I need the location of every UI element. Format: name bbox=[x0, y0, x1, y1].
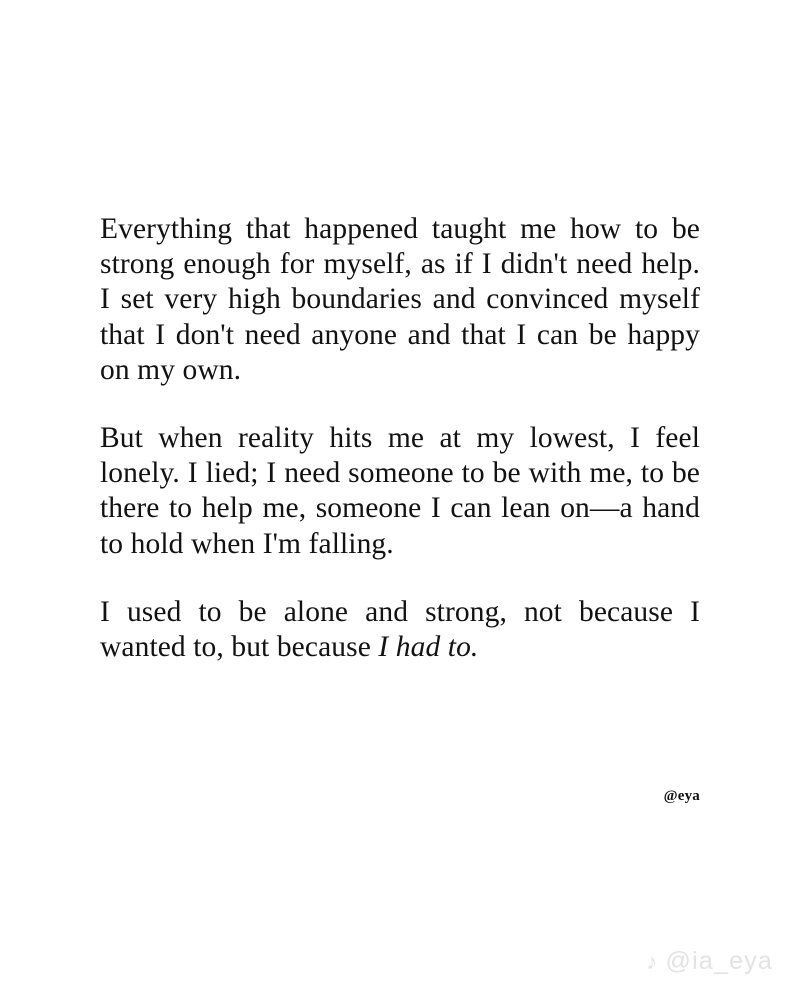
quote-paragraph-2: But when reality hits me at my lowest, I feel lonely. I lied; I need someone to be with me, to be there to help me, someone I can lean on—a hand to hold when I'm falling. bbox=[100, 422, 700, 560]
watermark-handle: @ia_eya bbox=[665, 947, 773, 975]
quote-paragraph-1: Everything that happened taught me how to be strong enough for myself, as if I didn't need help. I set very high boundaries and convinced myself that I don't need anyone and that I can be happy on my own. bbox=[100, 213, 700, 386]
quote-paragraph-3-emphasis: I had to. bbox=[378, 631, 479, 664]
author-signature: @eya bbox=[663, 788, 700, 804]
music-note-icon: ♪ bbox=[646, 948, 659, 974]
watermark bbox=[646, 947, 773, 976]
quote-text-block bbox=[100, 212, 700, 665]
quote-paragraph-3 bbox=[100, 595, 700, 665]
quote-paragraph-3-lead: I used to be alone and strong, not because I wanted to, but because bbox=[100, 595, 700, 664]
